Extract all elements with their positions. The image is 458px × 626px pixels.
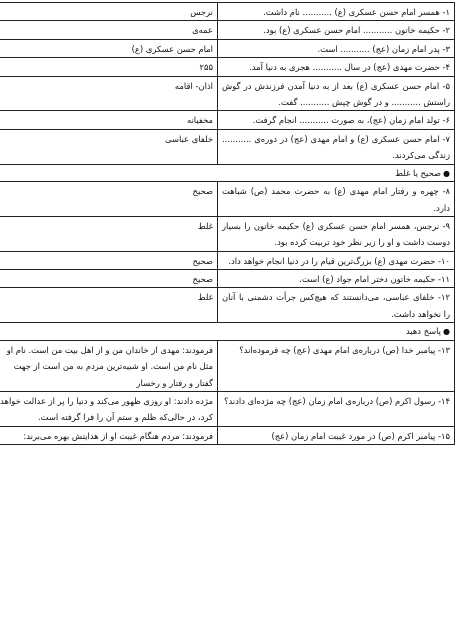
worksheet-table (0, 2, 455, 445)
table-row (0, 270, 455, 288)
table-row (0, 426, 455, 444)
section-header-row (0, 164, 455, 182)
question-text: ۱۱- حکیمه خاتون دختر امام جواد (ع) است. (218, 270, 455, 288)
answer-text: خلفای عباسی (0, 129, 218, 164)
question-text: ۲- حکیمه خاتون ........... امام حسن عسکری (ع) بود. (218, 21, 455, 39)
answer-text: فرمودند: مهدی از خاندان من و از اهل بیت من است. نام او مثل نام من است. او شبیه‌ترین مردم به من است از جهت گفتار و رفتار و رخسار (0, 340, 218, 391)
answer-text: فرمودند: مردم هنگام غیبت او از هدایتش بهره می‌برند: (0, 426, 218, 444)
answer-text: مخفیانه (0, 111, 218, 129)
question-text: ۱۵- پیامبر اکرم (ص) در مورد غیبت امام زمان (عج) (218, 426, 455, 444)
table-row (0, 21, 455, 39)
question-text: ۷- امام حسن عسکری (ع) و امام مهدی (عج) در دوره‌ی ........... زندگی می‌کردند. (218, 129, 455, 164)
table-row (0, 76, 455, 111)
table-row (0, 340, 455, 391)
answer-text: نرجس (0, 3, 218, 21)
question-text: ۱۰- حضرت مهدی (ع) بزرگ‌ترین قیام را در دنیا انجام خواهد داد. (218, 251, 455, 269)
question-text: ۱۴- رسول اکرم (ص) درباره‌ی امام زمان (عج) چه مژده‌ای دادند؟ (218, 392, 455, 427)
table-row (0, 392, 455, 427)
answer-text: صحیح (0, 251, 218, 269)
table-row (0, 251, 455, 269)
section-title: صحیح یا غلط (395, 167, 442, 178)
table-row (0, 216, 455, 251)
question-text: ۹- نرجس، همسر امام حسن عسکری (ع) حکیمه خاتون را بسیار دوست داشت و او را زیر نظر خود تربیت کرده بود. (218, 216, 455, 251)
question-text: ۵- امام حسن عسکری (ع) بعد از به دنیا آمدن فرزندش در گوش راستش ........... و در گوش چپش ........... گفت. (218, 76, 455, 111)
table-row (0, 3, 455, 21)
answer-text: اذان- اقامه (0, 76, 218, 111)
answer-text: مژده دادند: او روزی ظهور می‌کند و دنیا را پر از عدالت خواهد کرد، در حالی‌که ظلم و ستم آن را فرا گرفته است. (0, 392, 218, 427)
question-text: ۱- همسر امام حسن عسکری (ع) ........... نام داشت. (218, 3, 455, 21)
question-text: ۱۳- پیامبر خدا (ص) درباره‌ی امام مهدی (عج) چه فرموده‌اند؟ (218, 340, 455, 391)
answer-text: عمه‌ی (0, 21, 218, 39)
answer-text: صحیح (0, 270, 218, 288)
section-title: پاسخ دهید (405, 326, 442, 337)
table-row (0, 39, 455, 57)
answer-text: صحیح (0, 182, 218, 217)
question-text: ۴- حضرت مهدی (عج) در سال ........... هجری به دنیا آمد. (218, 58, 455, 76)
table-row (0, 288, 455, 323)
question-text: ۸- چهره و رفتار امام مهدی (ع) به حضرت محمد (ص) شباهت دارد. (218, 182, 455, 217)
table-row (0, 182, 455, 217)
section-header-row (0, 323, 455, 341)
question-text: ۱۲- خلفای عباسی، می‌دانستند که هیچ‌کس جرأت دشمنی با آنان را نخواهد داشت. (218, 288, 455, 323)
answer-text: غلط (0, 216, 218, 251)
table-row (0, 129, 455, 164)
section-header (0, 323, 455, 341)
worksheet-page (0, 2, 455, 445)
answer-text: امام حسن عسکری (ع) (0, 39, 218, 57)
answer-text: ۲۵۵ (0, 58, 218, 76)
section-header (0, 164, 455, 182)
bullet-icon: ● (443, 327, 450, 337)
question-text: ۶- تولد امام زمان (عج)، به صورت ........... انجام گرفت. (218, 111, 455, 129)
table-row (0, 58, 455, 76)
bullet-icon: ● (443, 168, 450, 178)
question-text: ۳- پدر امام زمان (عج) ........... است. (218, 39, 455, 57)
answer-text: غلط (0, 288, 218, 323)
table-row (0, 111, 455, 129)
